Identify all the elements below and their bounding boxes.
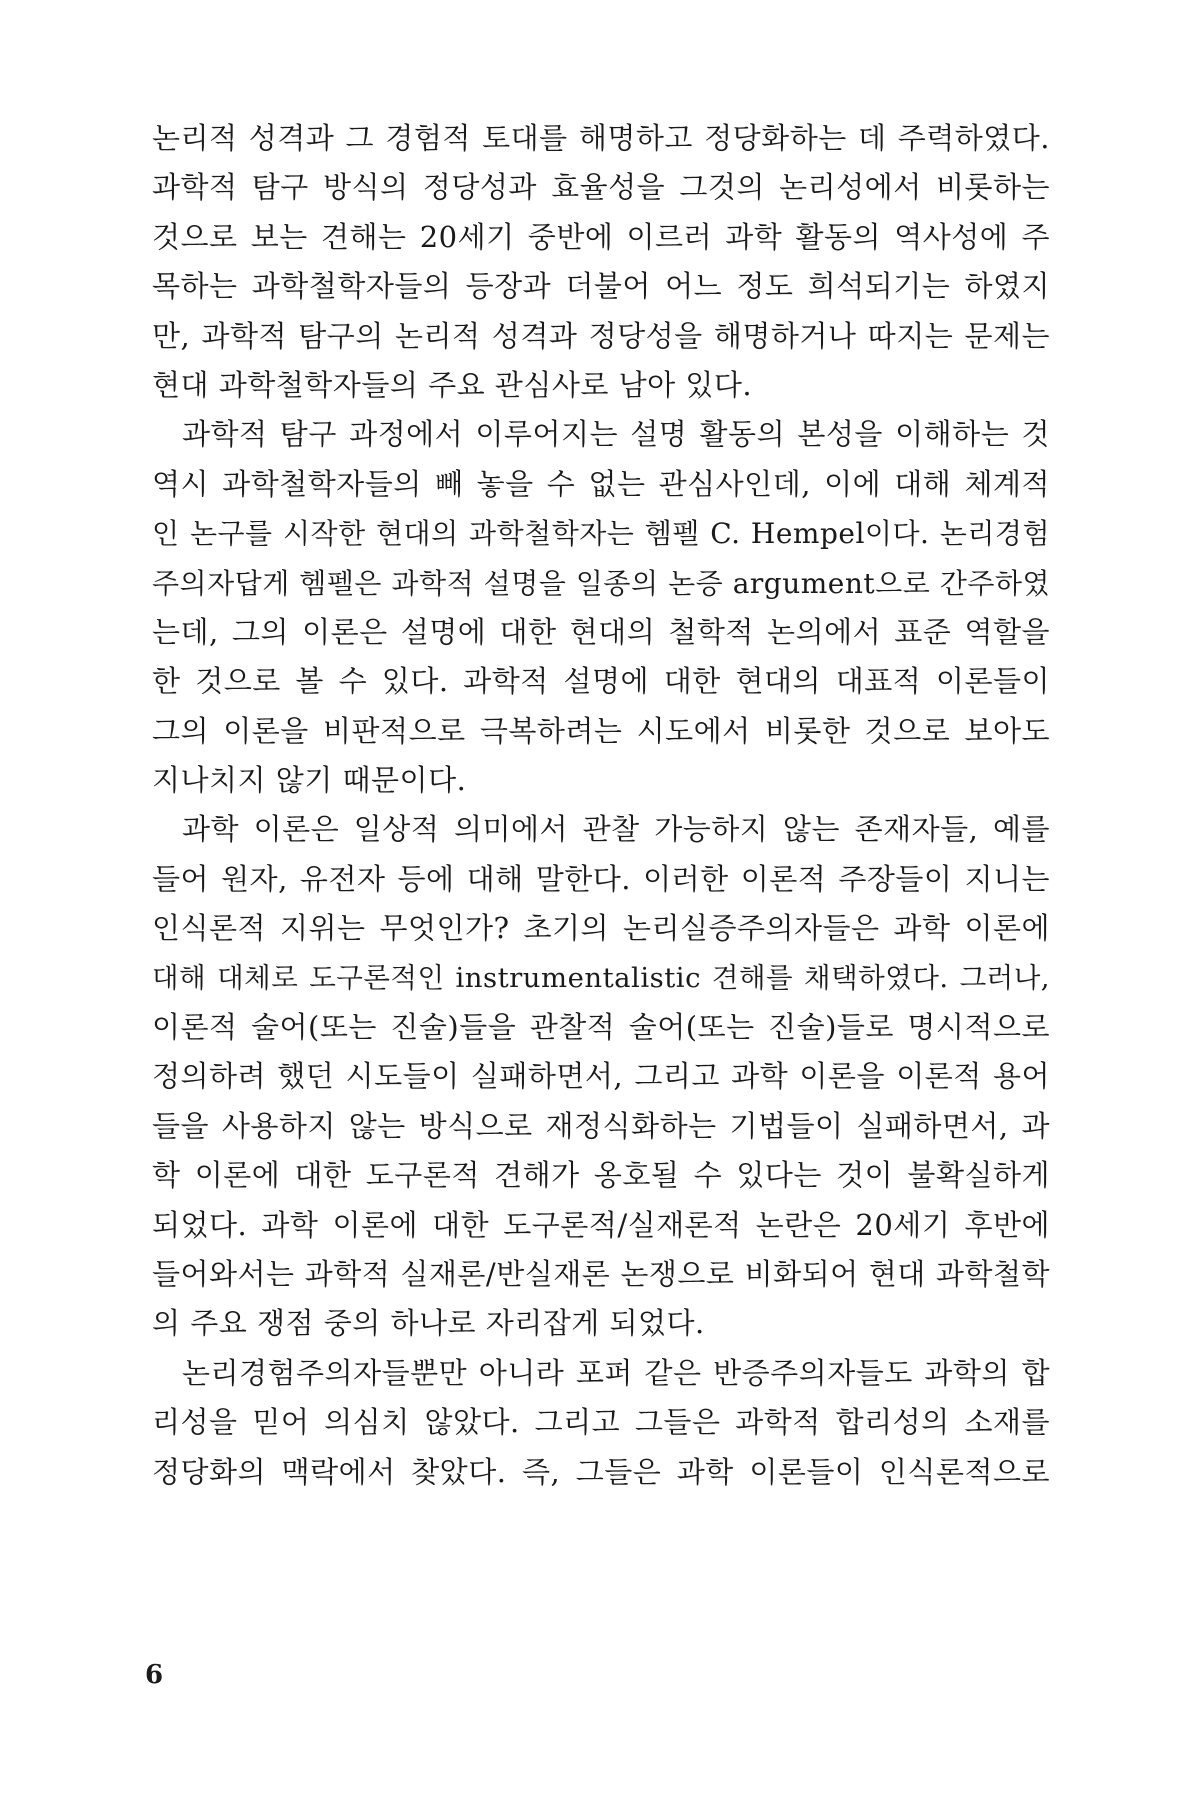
text-line: 리성을 믿어 의심치 않았다. 그리고 그들은 과학적 합리성의 소재를 [152,1405,1050,1440]
text-line: 인식론적 지위는 무엇인가? 초기의 논리실증주의자들은 과학 이론에 [152,911,1050,946]
text-line: 의 주요 쟁점 중의 하나로 자리잡게 되었다. [152,1306,705,1341]
text-line: 과학적 탐구 방식의 정당성과 효율성을 그것의 논리성에서 비롯하는 [152,170,1050,205]
text-line: 이론적 술어(또는 진술)들을 관찰적 술어(또는 진술)들로 명시적으로 [152,1010,1050,1045]
text-line: 현대 과학철학자들의 주요 관심사로 남아 있다. [152,367,753,402]
text-line: 역시 과학철학자들의 빼 놓을 수 없는 관심사인데, 이에 대해 체계적 [152,466,1050,501]
text-line: 들을 사용하지 않는 방식으로 재정식화하는 기법들이 실패하면서, 과 [152,1108,1050,1143]
text-line: 논리적 성격과 그 경험적 토대를 해명하고 정당화하는 데 주력하였다. [152,121,1050,155]
body-text [152,114,1050,1497]
text-line: 학 이론에 대한 도구론적 견해가 옹호될 수 있다는 것이 불확실하게 [152,1158,1050,1193]
text-line: 것으로 보는 견해는 20세기 중반에 이르러 과학 활동의 역사성에 주 [152,219,1050,254]
text-line: 과학 이론은 일상적 의미에서 관찰 가능하지 않는 존재자들, 예를 [182,812,1050,847]
text-line: 지나치지 않기 때문이다. [152,763,467,798]
page-number: 6 [145,1660,164,1690]
text-line: 들어 원자, 유전자 등에 대해 말한다. 이러한 이론적 주장들이 지니는 [152,861,1050,896]
text-line: 한 것으로 볼 수 있다. 과학적 설명에 대한 현대의 대표적 이론들이 [152,664,1050,699]
text-line: 대해 대체로 도구론적인 instrumentalistic 견해를 채택하였다. 그러나, [152,961,1050,994]
text-line: 그의 이론을 비판적으로 극복하려는 시도에서 비롯한 것으로 보아도 [152,713,1050,748]
text-line: 들어와서는 과학적 실재론/반실재론 논쟁으로 비화되어 현대 과학철학 [152,1256,1050,1291]
text-line: 정당화의 맥락에서 찾았다. 즉, 그들은 과학 이론들이 인식론적으로 [152,1454,1050,1489]
text-line: 과학적 탐구 과정에서 이루어지는 설명 활동의 본성을 이해하는 것 [182,417,1050,452]
text-line: 만, 과학적 탐구의 논리적 성격과 정당성을 해명하거나 따지는 문제는 [152,318,1050,353]
text-line: 인 논구를 시작한 현대의 과학철학자는 헴펠 C. Hempel이다. 논리경험 [152,517,1050,551]
text-line: 논리경험주의자들뿐만 아니라 포퍼 같은 반증주의자들도 과학의 합 [182,1355,1050,1390]
text-line: 는데, 그의 이론은 설명에 대한 현대의 철학적 논의에서 표준 역할을 [152,614,1050,649]
text-line: 정의하려 했던 시도들이 실패하면서, 그리고 과학 이론을 이론적 용어 [152,1059,1050,1094]
text-line: 되었다. 과학 이론에 대한 도구론적/실재론적 논란은 20세기 후반에 [152,1207,1050,1242]
text-line: 목하는 과학철학자들의 등장과 더불어 어느 정도 희석되기는 하였지 [152,269,1050,304]
text-line: 주의자답게 헴펠은 과학적 설명을 일종의 논증 argument으로 간주하였 [152,566,1050,600]
